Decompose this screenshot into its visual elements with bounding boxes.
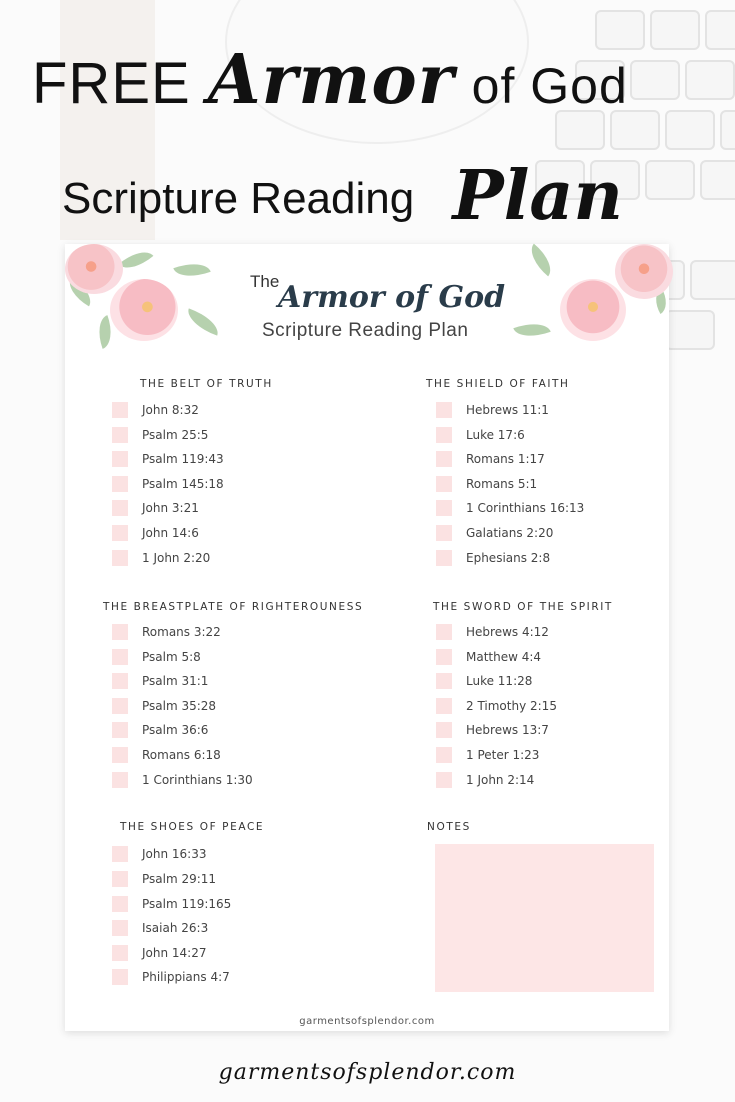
reading-item [112,771,253,789]
reading-item [112,919,208,937]
reading-label: Galatians 2:20 [466,526,554,540]
section-heading-notes: NOTES [427,821,471,833]
reading-label: John 3:21 [142,501,199,515]
headline-armor: Armor [207,40,455,120]
reading-label: John 14:6 [142,526,199,540]
reading-item [112,746,221,764]
reading-item [436,697,557,715]
checkbox[interactable] [436,624,452,640]
checkbox[interactable] [436,698,452,714]
checkbox[interactable] [112,896,128,912]
reading-item [436,771,534,789]
reading-item [112,623,221,641]
reading-label: Psalm 36:6 [142,723,209,737]
reading-item [436,721,549,739]
reading-label: John 14:27 [142,946,207,960]
checkbox[interactable] [436,451,452,467]
sheet-title-main: Armor of God [278,280,506,315]
reading-label: Isaiah 26:3 [142,921,209,935]
checkbox[interactable] [436,500,452,516]
checkbox[interactable] [436,722,452,738]
checkbox[interactable] [112,649,128,665]
checkbox[interactable] [436,427,452,443]
reading-item [112,401,199,419]
headline-free: FREE [32,51,191,116]
printable-sheet [65,244,669,1031]
reading-item [436,524,553,542]
reading-item [112,944,207,962]
reading-item [436,623,549,641]
reading-label: 1 John 2:14 [466,773,535,787]
reading-label: Ephesians 2:8 [466,551,551,565]
page-footer-url[interactable]: garmentsofsplendor.com [218,1060,517,1085]
reading-item [436,746,539,764]
reading-label: John 16:33 [142,847,207,861]
reading-item [436,499,584,517]
reading-item [112,426,208,444]
reading-item [436,549,550,567]
reading-label: 1 Corinthians 16:13 [466,501,585,515]
reading-item [436,401,549,419]
section-heading-shoes-of-peace: THE SHOES OF PEACE [120,821,265,833]
checkbox[interactable] [436,525,452,541]
reading-label: Psalm 35:28 [142,699,217,713]
section-heading-sword-of-spirit: THE SWORD OF THE SPIRIT [433,601,613,613]
section-heading-breastplate: THE BREASTPLATE OF RIGHTEROUNESS [103,601,364,613]
sheet-subtitle: Scripture Reading Plan [262,320,469,341]
checkbox[interactable] [436,747,452,763]
reading-item [112,968,230,986]
checkbox[interactable] [112,550,128,566]
checkbox[interactable] [112,427,128,443]
checkbox[interactable] [112,402,128,418]
reading-label: Psalm 5:8 [142,650,201,664]
reading-item [112,549,210,567]
reading-label: 2 Timothy 2:15 [466,699,557,713]
checkbox[interactable] [112,624,128,640]
reading-label: Psalm 119:165 [142,897,232,911]
checkbox[interactable] [112,945,128,961]
checkbox[interactable] [112,698,128,714]
reading-label: Psalm 29:11 [142,872,217,886]
reading-item [112,845,207,863]
reading-label: Philippians 4:7 [142,970,230,984]
checkbox[interactable] [112,673,128,689]
reading-label: Romans 5:1 [466,477,538,491]
checkbox[interactable] [112,500,128,516]
reading-item [112,697,216,715]
reading-item [436,475,537,493]
checkbox[interactable] [112,846,128,862]
section-heading-shield-of-faith: THE SHIELD OF FAITH [426,378,570,390]
headline-of-god: of God [471,58,628,114]
reading-label: 1 Peter 1:23 [466,748,540,762]
reading-label: Luke 17:6 [466,428,525,442]
reading-label: Hebrews 11:1 [466,403,549,417]
checkbox[interactable] [436,772,452,788]
reading-item [112,524,199,542]
checkbox[interactable] [112,920,128,936]
checkbox[interactable] [112,747,128,763]
checkbox[interactable] [112,772,128,788]
checkbox[interactable] [436,402,452,418]
checkbox[interactable] [112,451,128,467]
checkbox[interactable] [112,722,128,738]
reading-label: Psalm 25:5 [142,428,209,442]
section-heading-belt-of-truth: THE BELT OF TRUTH [140,378,273,390]
reading-label: Matthew 4:4 [466,650,542,664]
checkbox[interactable] [436,476,452,492]
reading-label: 1 Corinthians 1:30 [142,773,253,787]
reading-item [436,648,541,666]
reading-item [112,475,224,493]
reading-label: Romans 6:18 [142,748,221,762]
checkbox[interactable] [112,871,128,887]
reading-item [112,721,208,739]
reading-label: Hebrews 13:7 [466,723,549,737]
checkbox[interactable] [112,969,128,985]
reading-label: Luke 11:28 [466,674,533,688]
reading-item [436,450,545,468]
checkbox[interactable] [112,476,128,492]
notes-area[interactable] [435,844,654,992]
sheet-footer-url: garmentsofsplendor.com [299,1016,435,1027]
reading-label: John 8:32 [142,403,199,417]
checkbox[interactable] [436,550,452,566]
headline-line-2 [62,150,735,236]
reading-label: 1 John 2:20 [142,551,211,565]
checkbox[interactable] [112,525,128,541]
reading-label: Romans 3:22 [142,625,221,639]
sheet-title-the: The [250,272,280,291]
reading-item [436,672,532,690]
headline-line-1 [32,40,735,120]
reading-label: Psalm 119:43 [142,452,224,466]
reading-item [112,870,216,888]
reading-item [112,672,208,690]
reading-item [112,499,199,517]
checkbox[interactable] [436,673,452,689]
reading-label: Psalm 31:1 [142,674,209,688]
reading-item [112,895,231,913]
reading-label: Romans 1:17 [466,452,545,466]
reading-item [112,450,224,468]
reading-item [436,426,525,444]
reading-label: Psalm 145:18 [142,477,224,491]
reading-label: Hebrews 4:12 [466,625,549,639]
reading-item [112,648,201,666]
headline-scripture-reading: Scripture Reading [62,174,415,223]
checkbox[interactable] [436,649,452,665]
headline-plan: Plan [452,156,623,236]
